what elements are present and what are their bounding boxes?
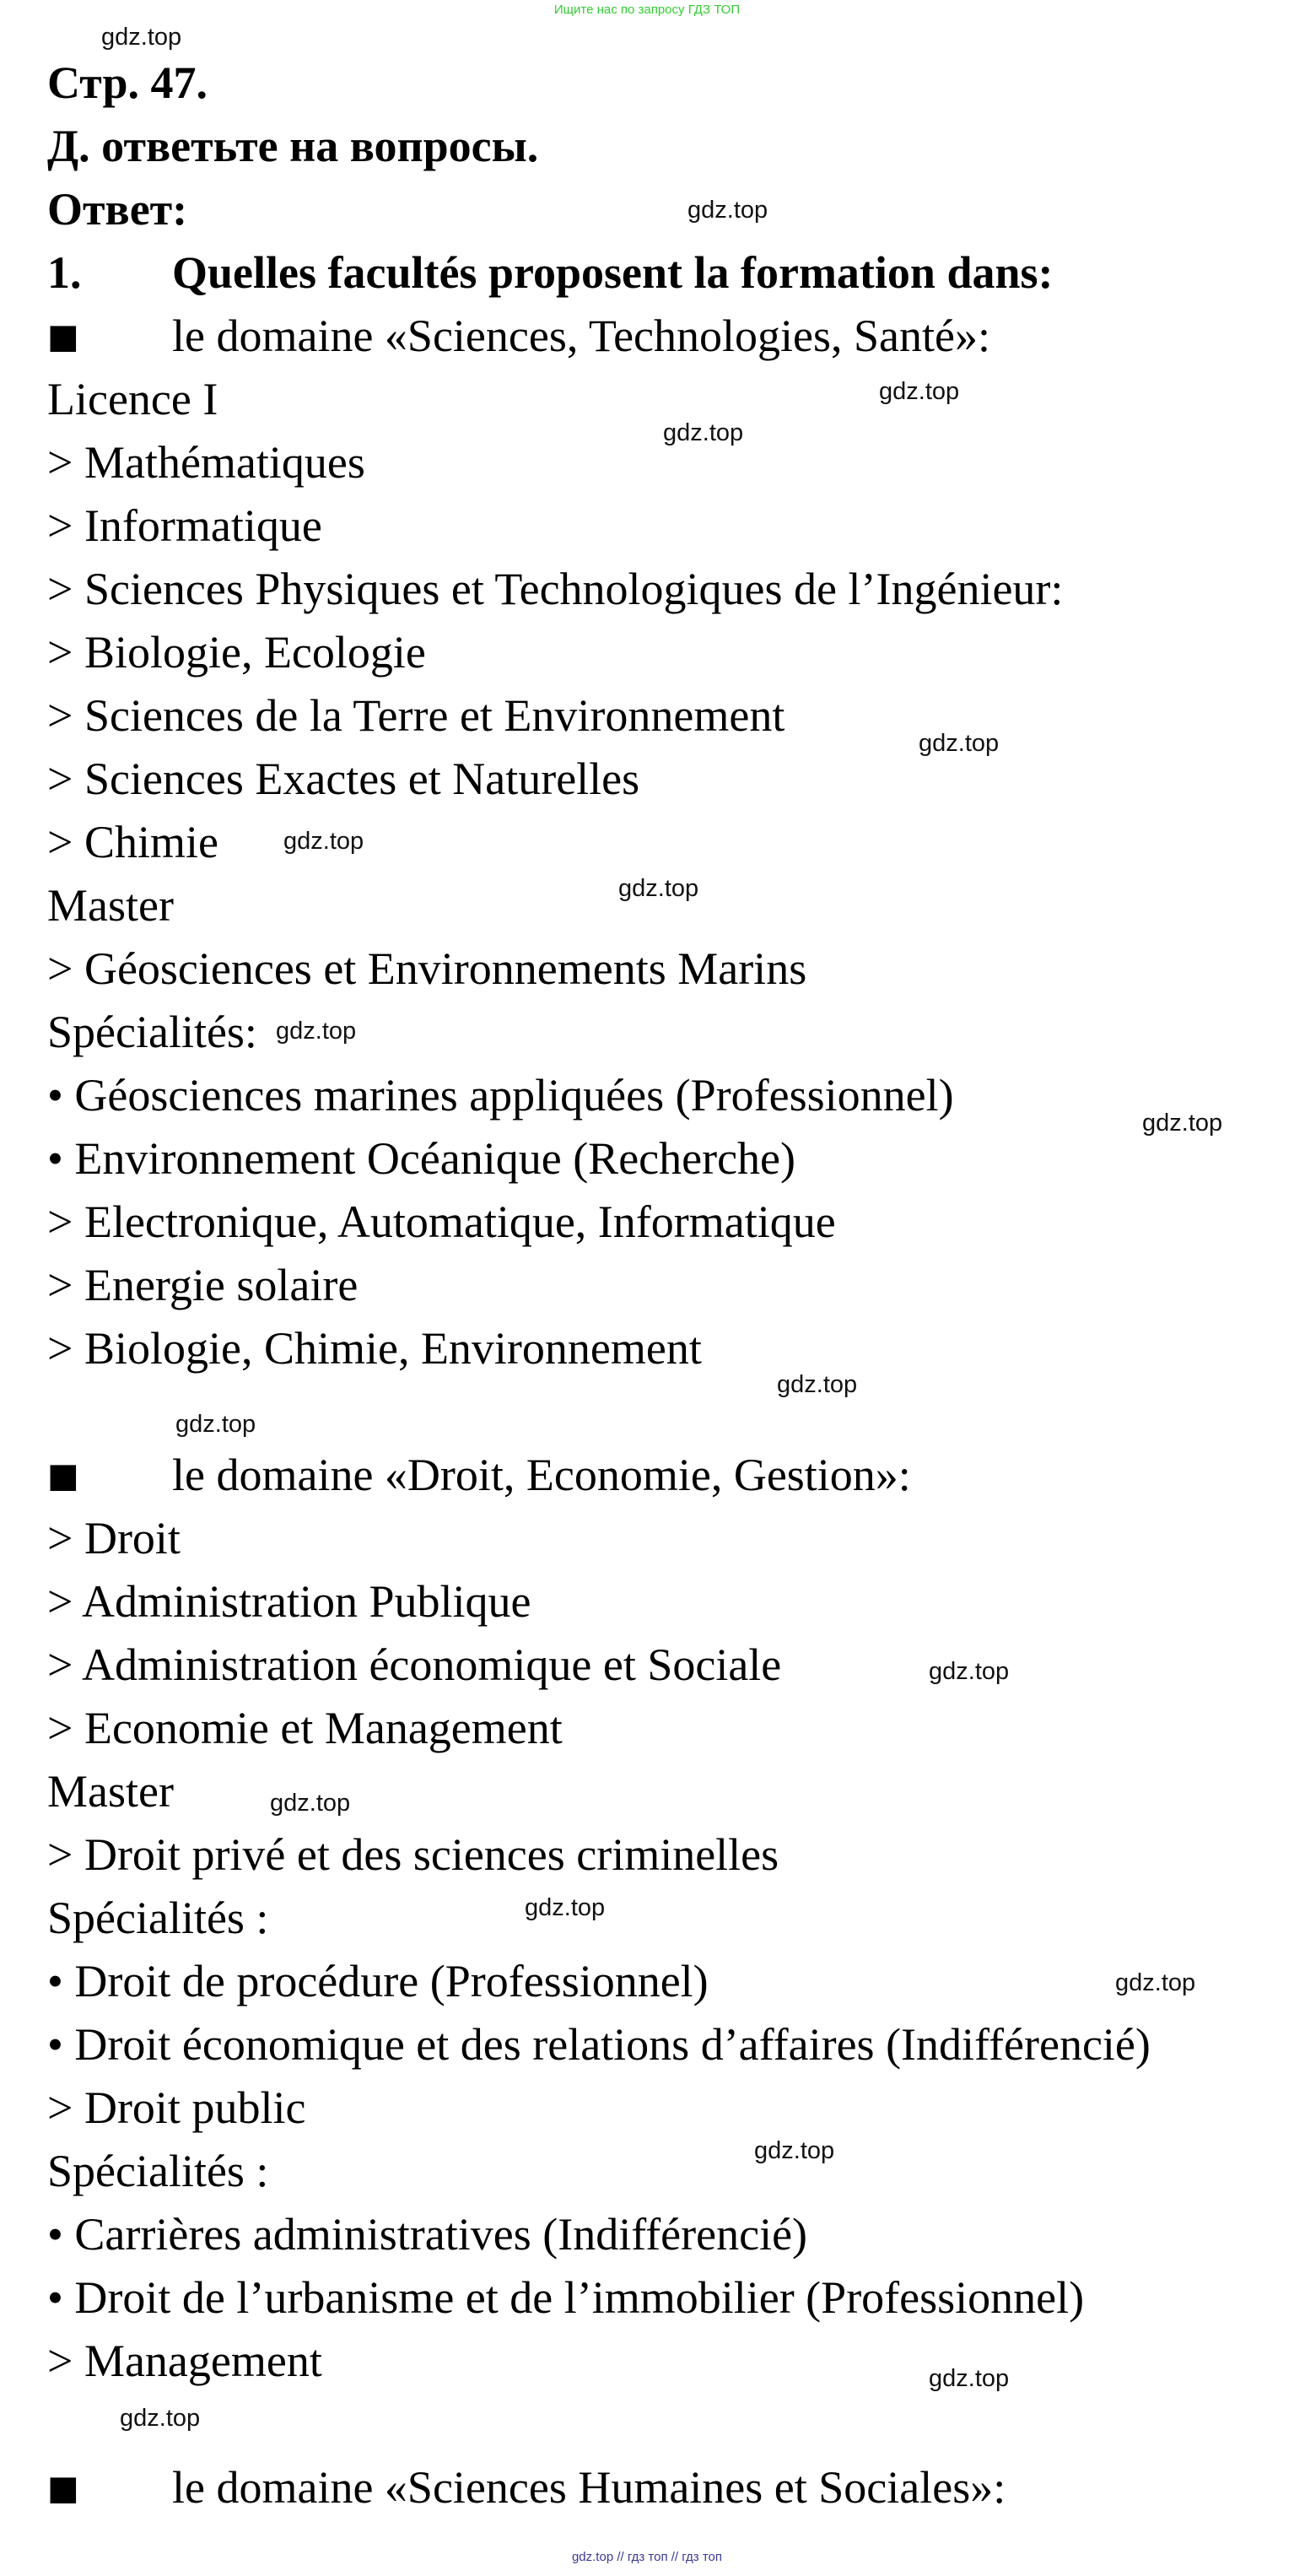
watermark: gdz.top xyxy=(270,1790,351,1817)
list-item: > Sciences Physiques et Technologiques de l’Ingénieur: xyxy=(47,564,1064,614)
list-item: > Biologie, Ecologie xyxy=(47,627,426,678)
question-1 xyxy=(47,247,1054,298)
watermark: gdz.top xyxy=(879,378,960,405)
domain-heading-humaines xyxy=(47,2462,1006,2514)
list-item: > Administration Publique xyxy=(47,1576,531,1627)
list-item: > Economie et Management xyxy=(47,1703,563,1753)
list-item: > Droit xyxy=(47,1513,181,1563)
list-item: > Géosciences et Environnements Marins xyxy=(47,943,807,994)
watermark: gdz.top xyxy=(687,197,768,224)
list-item: > Biologie, Chimie, Environnement xyxy=(47,1323,702,1374)
licence-label: Licence I xyxy=(47,374,218,424)
domain-heading-sciences xyxy=(47,311,990,362)
watermark: gdz.top xyxy=(618,875,699,902)
question-number: 1. xyxy=(47,247,82,298)
specialite-item: • Environnement Océanique (Recherche) xyxy=(47,1133,795,1184)
footer-link: gdz.top // гдз топ // гдз топ xyxy=(571,2550,723,2564)
domain-heading-droit xyxy=(47,1450,911,1501)
search-banner: Ищите нас по запросу ГДЗ ТОП xyxy=(553,3,741,17)
domain-title: le domaine «Droit, Economie, Gestion»: xyxy=(172,1450,911,1500)
domain-title: le domaine «Sciences, Technologies, Santé»: xyxy=(172,311,990,361)
watermark: gdz.top xyxy=(525,1894,606,1921)
watermark: gdz.top xyxy=(1142,1110,1223,1137)
list-item: > Droit privé et des sciences criminelles xyxy=(47,1829,779,1880)
list-item: > Informatique xyxy=(47,500,322,551)
list-item: > Electronique, Automatique, Informatique xyxy=(47,1196,836,1247)
specialite-item: • Droit de l’urbanisme et de l’immobilier (Professionnel) xyxy=(47,2272,1085,2323)
watermark: gdz.top xyxy=(663,419,744,446)
task-heading: Д. ответьте на вопросы. xyxy=(47,121,539,171)
specialite-item: • Droit de procédure (Professionnel) xyxy=(47,1956,709,2006)
specialites-label: Spécialités : xyxy=(47,1893,269,1943)
list-item: > Chimie xyxy=(47,817,218,867)
list-item: > Energie solaire xyxy=(47,1260,359,1310)
page-reference: Стр. 47. xyxy=(47,57,208,108)
specialites-label: Spécialités: xyxy=(47,1007,257,1057)
list-item: > Administration économique et Sociale xyxy=(47,1639,782,1690)
watermark: gdz.top xyxy=(283,828,364,855)
list-item: > Sciences Exactes et Naturelles xyxy=(47,753,640,804)
specialite-item: • Géosciences marines appliquées (Professionnel) xyxy=(47,1070,954,1121)
specialite-item: • Carrières administratives (Indifférencié) xyxy=(47,2209,808,2260)
watermark: gdz.top xyxy=(101,24,182,51)
watermark: gdz.top xyxy=(777,1371,858,1398)
master-label: Master xyxy=(47,1766,174,1817)
specialites-label: Spécialités : xyxy=(47,2146,269,2196)
watermark: gdz.top xyxy=(276,1018,357,1045)
watermark: gdz.top xyxy=(929,1658,1010,1685)
watermark: gdz.top xyxy=(120,2405,201,2432)
watermark: gdz.top xyxy=(929,2365,1010,2392)
watermark: gdz.top xyxy=(175,1411,256,1438)
specialite-item: • Droit économique et des relations d’affaires (Indifférencié) xyxy=(47,2019,1151,2070)
question-text: Quelles facultés proposent la formation dans: xyxy=(172,247,1054,298)
list-item: > Mathématiques xyxy=(47,437,365,488)
square-bullet-icon: ■ xyxy=(47,1456,79,1495)
master-label: Master xyxy=(47,880,174,931)
list-item: > Management xyxy=(47,2336,322,2386)
square-bullet-icon: ■ xyxy=(47,2469,79,2508)
list-item: > Droit public xyxy=(47,2082,306,2133)
domain-title: le domaine «Sciences Humaines et Sociales»: xyxy=(172,2462,1006,2513)
watermark: gdz.top xyxy=(1115,1969,1196,1996)
square-bullet-icon: ■ xyxy=(47,317,79,356)
list-item: > Sciences de la Terre et Environnement xyxy=(47,690,785,741)
answer-label: Ответ: xyxy=(47,184,188,235)
watermark: gdz.top xyxy=(919,730,1000,757)
watermark: gdz.top xyxy=(754,2137,835,2164)
